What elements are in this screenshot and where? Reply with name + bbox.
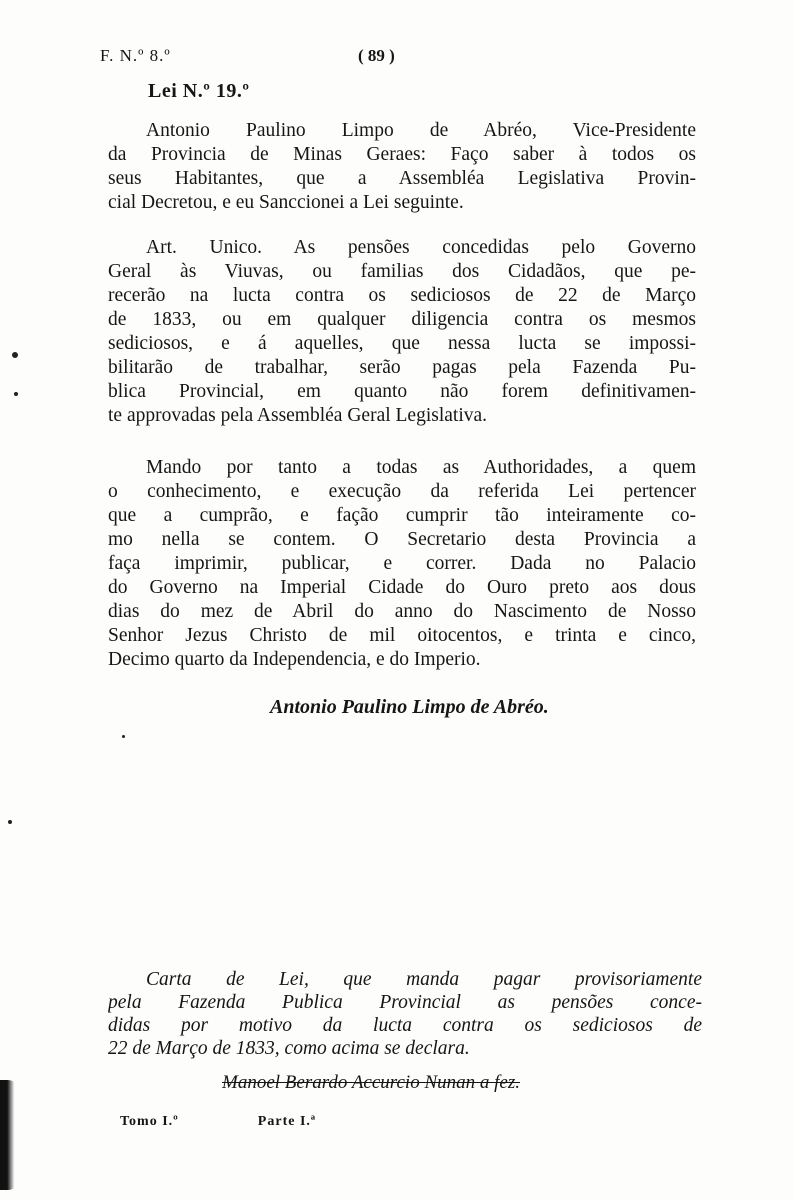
page-footer xyxy=(120,1114,316,1130)
order-line: Decimo quarto da Independencia, e do Imperio. xyxy=(108,649,481,670)
page-header xyxy=(100,46,700,72)
ink-speck xyxy=(14,392,18,396)
engraver-line: Manoel Berardo Accurcio Nunan a fez. xyxy=(222,1072,520,1093)
preamble-paragraph xyxy=(108,119,696,215)
order-line: do Governo na Imperial Cidade do Ouro preto aos dous xyxy=(108,577,696,598)
order-paragraph xyxy=(108,456,696,672)
law-title: Lei N.º 19.º xyxy=(148,80,250,102)
preamble-line: cial Decretou, e eu Sanccionei a Lei seguinte. xyxy=(108,192,464,213)
article-line: bilitarão de trabalhar, serão pagas pela Fazenda Pu- xyxy=(108,357,696,378)
order-line: dias do mez de Abril do anno do Nascimento de Nosso xyxy=(108,601,696,622)
carta-line: pela Fazenda Publica Provincial as pensões conce- xyxy=(108,992,702,1013)
carta-line: didas por motivo da lucta contra os sediciosos de xyxy=(108,1015,702,1036)
article-line: Art. Unico. As pensões concedidas pelo Governo xyxy=(146,237,696,258)
tomo-label: Tomo I.º xyxy=(120,1114,179,1129)
preamble-line: seus Habitantes, que a Assembléa Legislativa Provin- xyxy=(108,168,696,189)
article-line: te approvadas pela Assembléa Geral Legislativa. xyxy=(108,405,488,426)
carta-de-lei-summary xyxy=(108,968,702,1060)
order-line: que a cumprão, e fação cumprir tão inteiramente co- xyxy=(108,505,696,526)
order-line: mo nella se contem. O Secretario desta Provincia a xyxy=(108,529,696,550)
article-line: recerão na lucta contra os sediciosos de 22 de Março xyxy=(108,285,696,306)
parte-label: Parte I.ª xyxy=(257,1114,317,1129)
order-line: Mando por tanto a todas as Authoridades, a quem xyxy=(146,457,696,478)
signature: Antonio Paulino Limpo de Abréo. xyxy=(270,696,549,718)
article-line: blica Provincial, em quanto não forem definitivamen- xyxy=(108,381,696,402)
article-line: de 1833, ou em qualquer diligencia contra os mesmos xyxy=(108,309,696,330)
article-line: sediciosos, e á aquelles, que nessa lucta se impossi- xyxy=(108,333,696,354)
article-line: Geral às Viuvas, ou familias dos Cidadãos, que pe- xyxy=(108,261,696,282)
carta-line: Carta de Lei, que manda pagar provisoriamente xyxy=(146,969,702,990)
serial-number: F. N.º 8.º xyxy=(100,46,171,65)
order-line: o conhecimento, e execução da referida Lei pertencer xyxy=(108,481,696,502)
ink-speck xyxy=(8,820,12,824)
order-line: Senhor Jezus Christo de mil oitocentos, e trinta e cinco, xyxy=(108,625,696,646)
order-line: faça imprimir, publicar, e correr. Dada no Palacio xyxy=(108,553,696,574)
ink-speck xyxy=(12,352,18,358)
page-edge-shadow xyxy=(0,1080,18,1190)
ink-speck xyxy=(122,735,125,738)
page-number: ( 89 ) xyxy=(358,46,395,65)
carta-line: 22 de Março de 1833, como acima se declara. xyxy=(108,1038,470,1059)
preamble-line: Antonio Paulino Limpo de Abréo, Vice-Presidente xyxy=(146,120,696,141)
article-paragraph xyxy=(108,236,696,428)
preamble-line: da Provincia de Minas Geraes: Faço saber à todos os xyxy=(108,144,696,165)
